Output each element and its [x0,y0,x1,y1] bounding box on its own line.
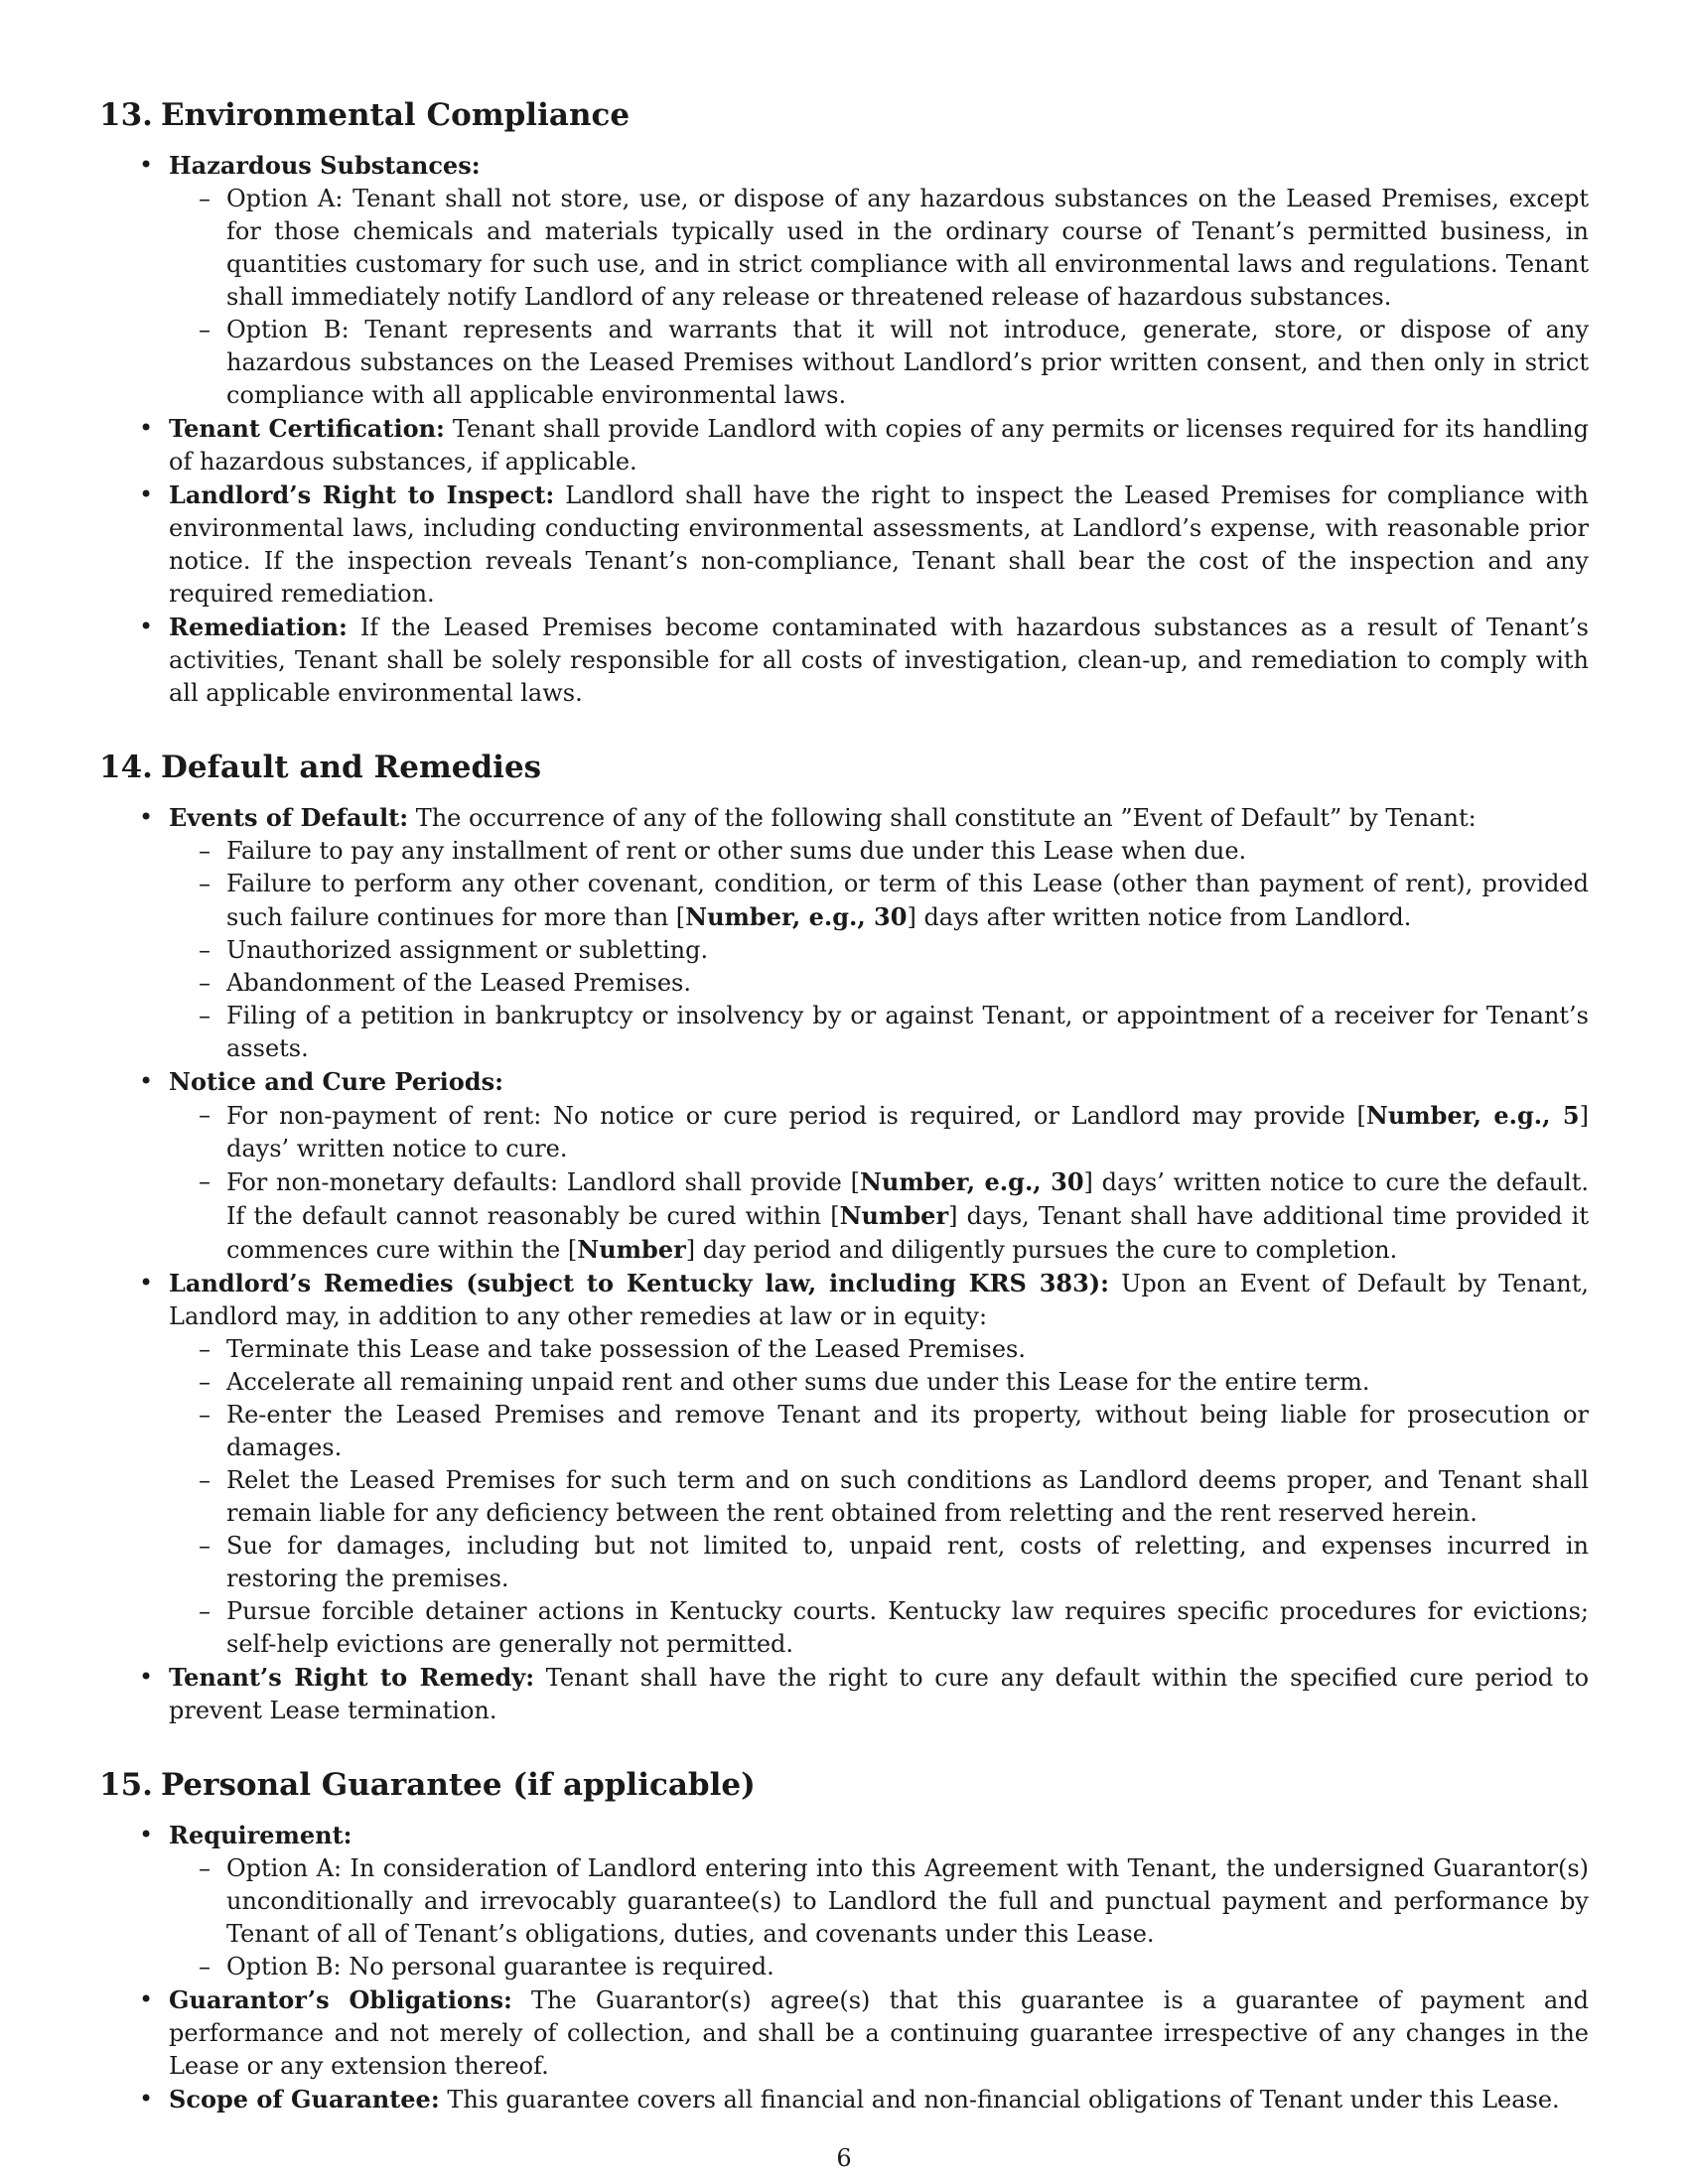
sub-item [169,1464,1589,1530]
item-title: Scope of Guarantee: [169,2085,440,2114]
section-number: 14. [99,750,153,785]
sub-item [169,314,1589,412]
text-run: Unauthorized assignment or subletting. [226,936,709,964]
text-run: ] days, Tenant shall have additional time provided it commences cure within the [ [226,1202,1589,1264]
list-item [99,1983,1589,2083]
section-heading [99,95,1589,135]
sub-item [169,1530,1589,1595]
item-list [99,1819,1589,2116]
text-run: Sue for damages, including but not limited to, unpaid rent, costs of reletting, and expenses incurred in restoring the premises. [226,1532,1589,1592]
bold-run: Number [839,1201,949,1230]
section-heading [99,748,1589,787]
item-title: Notice and Cure Periods: [169,1067,503,1096]
bold-run: Number, e.g., 5 [1365,1101,1580,1130]
text-run: For non-payment of rent: No notice or cure period is required, or Landlord may provide [ [226,1102,1366,1130]
text-run: Tenant shall provide Landlord with copies of any permits or licenses required for its handling of hazardous substances, if applicable. [169,415,1589,476]
text-run: Failure to pay any installment of rent or other sums due under this Lease when due. [226,837,1247,865]
text-run: Failure to perform any other covenant, condition, or term of this Lease (other than payment of rent), provided such failure continues for more than [ [226,870,1589,931]
text-run: Pursue forcible detainer actions in Kentucky courts. Kentucky law requires specific procedures for evictions; self-help evictions are generally not permitted. [226,1597,1589,1658]
item-list [99,149,1589,710]
sub-item [169,934,1589,967]
sub-item [169,1399,1589,1464]
text-run: Accelerate all remaining unpaid rent and other sums due under this Lease for the entire term. [226,1368,1370,1396]
list-item [99,801,1589,1065]
item-title: Tenant Certification: [169,414,445,443]
item-list [99,801,1589,1727]
sub-item [169,835,1589,868]
item-title: Hazardous Substances: [169,151,481,180]
item-title: Landlord’s Right to Inspect: [169,480,555,509]
sections-container [99,95,1589,2116]
list-item [99,611,1589,710]
text-run: ] days’ written notice to cure. [226,1102,1589,1162]
list-item [99,2083,1589,2116]
list-item [99,149,1589,412]
text-run: Filing of a petition in bankruptcy or insolvency by or against Tenant, or appointment of a receiver for Tenant’s assets. [226,1002,1589,1062]
text-run: This guarantee covers all financial and non-financial obligations of Tenant under this Lease. [447,2086,1560,2114]
sub-list [169,1852,1589,1983]
item-title: Landlord’s Remedies (subject to Kentucky law, including KRS 383): [169,1269,1110,1297]
text-run: If the Leased Premises become contaminated with hazardous substances as a result of Tenant’s activities, Tenant shall be solely responsible for all costs of investigation, clean-up, and remediation to comply with all applicable environmental laws. [169,614,1590,707]
section-heading [99,1765,1589,1805]
text-run: The Guarantor(s) agree(s) that this guarantee is a guarantee of payment and performance and not merely of collection, and shall be a continuing guarantee irrespective of any changes in the Lease or any extension thereof. [169,1986,1589,2080]
sub-item [169,1852,1589,1951]
text-run: Relet the Leased Premises for such term and on such conditions as Landlord deems proper, and Tenant shall remain liable for any deficiency between the rent obtained from reletting and the rent reserved herein. [226,1466,1589,1527]
text-run: Tenant shall have the right to cure any default within the specified cure period to prevent Lease termination. [169,1664,1590,1724]
section-title: Default and Remedies [160,750,542,785]
section-title: Environmental Compliance [160,97,631,133]
page-number: 6 [836,2144,852,2172]
sub-item [169,1333,1589,1366]
sub-list [169,1333,1589,1661]
sub-item [169,1099,1589,1165]
list-item [99,478,1589,611]
item-title: Remediation: [169,613,348,641]
section-title: Personal Guarantee (if applicable) [160,1767,756,1803]
text-run: Terminate this Lease and take possession of the Leased Premises. [226,1335,1026,1363]
sub-list [169,1099,1589,1267]
text-run: Upon an Event of Default by Tenant, Landlord may, in addition to any other remedies at law or in equity: [169,1270,1589,1330]
text-run: Option B: No personal guarantee is required. [226,1953,774,1980]
text-run: For non-monetary defaults: Landlord shall provide [ [226,1168,860,1196]
text-run: Re-enter the Leased Premises and remove Tenant and its property, without being liable for prosecution or damages. [226,1401,1589,1461]
sub-list [169,183,1589,412]
item-title: Events of Default: [169,803,409,832]
text-run: ] days’ written notice to cure the default. If the default cannot reasonably be cured within [ [226,1168,1589,1230]
sub-item [169,1595,1589,1661]
sub-item [169,1951,1589,1983]
item-title: Requirement: [169,1821,352,1849]
sub-list [169,835,1589,1065]
sub-item [169,183,1589,314]
list-item [99,1267,1589,1661]
sub-item [169,1366,1589,1399]
bold-run: Number, e.g., 30 [859,1167,1084,1196]
list-item [99,1065,1589,1267]
text-run: ] day period and diligently pursues the cure to completion. [685,1236,1398,1264]
sub-item [169,1165,1589,1267]
bold-run: Number, e.g., 30 [685,902,908,931]
list-item [99,412,1589,478]
sub-item [169,868,1589,934]
section-number: 15. [99,1767,153,1803]
section-number: 13. [99,97,153,133]
item-title: Guarantor’s Obligations: [169,1985,512,2014]
text-run: Option B: Tenant represents and warrants that it will not introduce, generate, store, or dispose of any hazardous substances on the Leased Premises without Landlord’s prior written consent, and then only in strict compliance with all applicable environmental laws. [226,316,1589,409]
item-title: Tenant’s Right to Remedy: [169,1663,535,1692]
text-run: Abandonment of the Leased Premises. [226,969,691,997]
text-run: Landlord shall have the right to inspect the Leased Premises for compliance with environmental laws, including conducting environmental assessments, at Landlord’s expense, with reasonable prior notice. If the inspection reveals Tenant’s non-compliance, Tenant shall bear the cost of the inspection and any required remediation. [169,481,1589,608]
section [99,1765,1589,2116]
bold-run: Number [577,1235,686,1264]
text-run: Option A: Tenant shall not store, use, or dispose of any hazardous substances on the Leased Premises, except for those chemicals and materials typically used in the ordinary course of Tenant’s permitted business, in quantities customary for such use, and in strict compliance with all environmental laws and regulations. Tenant shall immediately notify Landlord of any release or threatened release of hazardous substances. [226,185,1589,311]
section [99,95,1589,710]
list-item [99,1661,1589,1727]
list-item [99,1819,1589,1983]
section [99,748,1589,1727]
document-page [99,95,1589,2154]
sub-item [169,967,1589,1000]
text-run: Option A: In consideration of Landlord entering into this Agreement with Tenant, the undersigned Guarantor(s) unconditionally and irrevocably guarantee(s) to Landlord the full and punctual payment and performance by Tenant of all of Tenant’s obligations, duties, and covenants under this Lease. [226,1854,1589,1948]
text-run: The occurrence of any of the following shall constitute an ”Event of Default” by Tenant: [415,804,1477,832]
text-run: ] days after written notice from Landlord. [907,903,1412,931]
sub-item [169,1000,1589,1065]
